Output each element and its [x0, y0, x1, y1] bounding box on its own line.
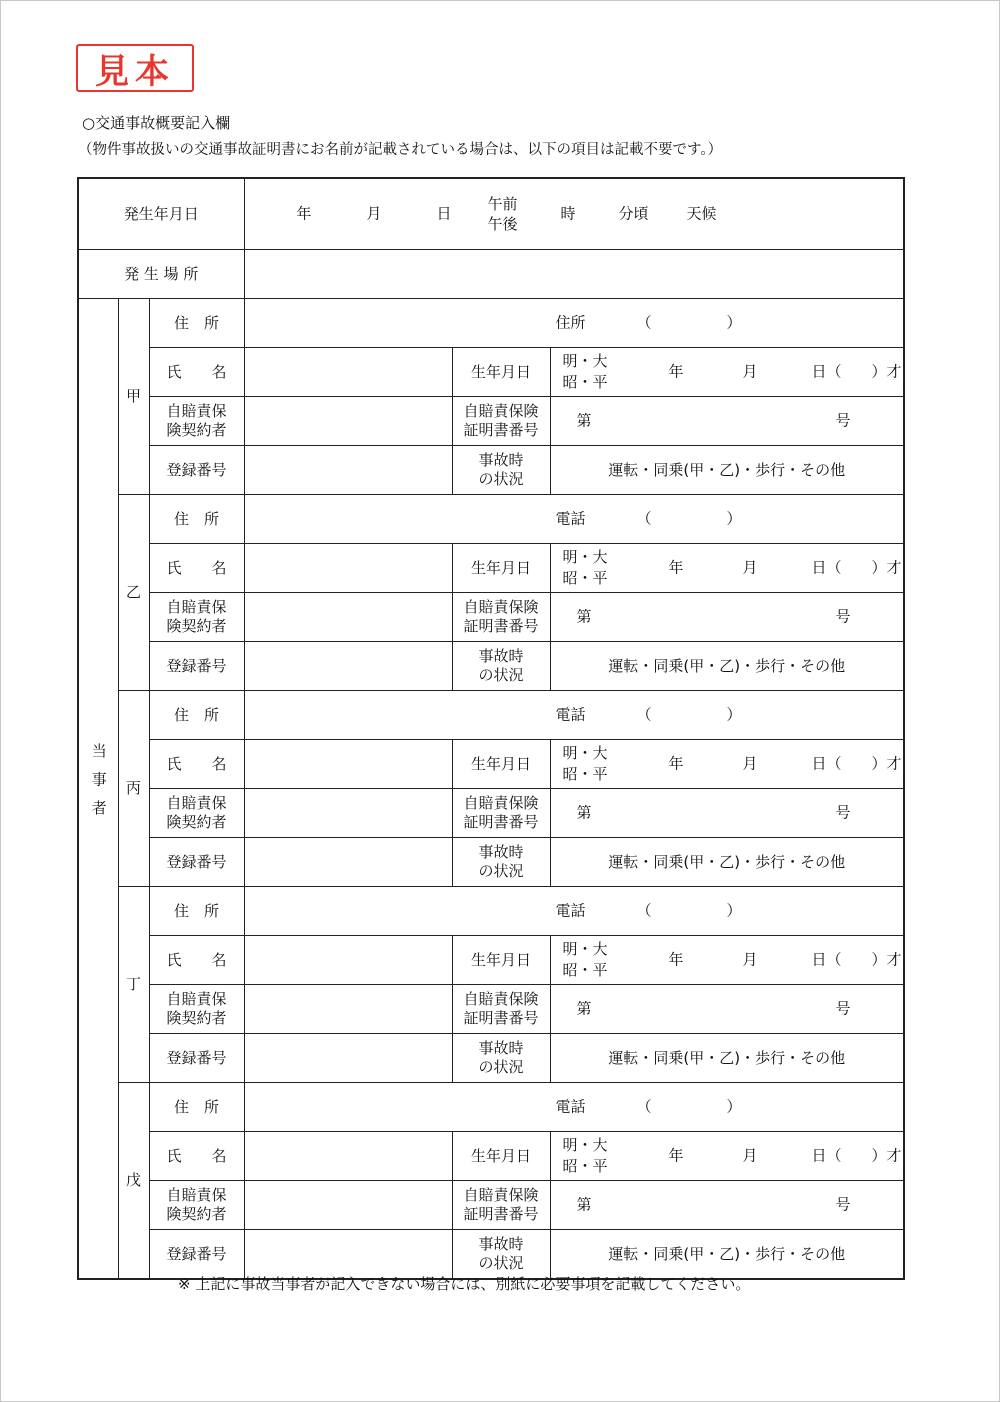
registration-label: 登録番号 [149, 838, 244, 887]
birth-month-unit: 月 [742, 950, 758, 969]
party-label: 戊 [118, 1083, 149, 1280]
situation-options[interactable]: 運転・同乗(甲・乙)・歩行・その他 [550, 1034, 904, 1083]
birth-year-unit: 年 [668, 1146, 684, 1165]
pm-label: 午後 [487, 215, 518, 233]
birth-day-age-unit: 日（ ）才 [811, 558, 902, 577]
party-name-row [78, 544, 904, 593]
era-bottom: 昭・平 [562, 765, 608, 783]
era-top: 明・大 [562, 940, 608, 958]
era-bottom: 昭・平 [562, 569, 608, 587]
occurrence-date-row [78, 178, 904, 250]
birth-input[interactable] [550, 740, 904, 789]
era-top: 明・大 [562, 1136, 608, 1154]
party-registration-row [78, 1034, 904, 1083]
day-unit: 日 [436, 204, 452, 223]
sample-stamp: 見本 [76, 44, 194, 92]
era-top: 明・大 [562, 352, 608, 370]
era-bottom: 昭・平 [562, 961, 608, 979]
era-top: 明・大 [562, 744, 608, 762]
insured-label: 自賠責保 険契約者 [149, 593, 244, 642]
birth-month-unit: 月 [742, 754, 758, 773]
birth-month-unit: 月 [742, 1146, 758, 1165]
birth-month-unit: 月 [742, 362, 758, 381]
address-input[interactable] [244, 1083, 904, 1132]
situation-label: 事故時 の状況 [452, 838, 550, 887]
registration-input[interactable] [244, 642, 452, 691]
number-prefix: 第 [576, 607, 592, 626]
party-label: 丙 [118, 691, 149, 887]
insured-input[interactable] [244, 1181, 452, 1230]
party-label: 甲 [118, 299, 149, 495]
registration-input[interactable] [244, 1230, 452, 1280]
birth-label: 生年月日 [452, 740, 550, 789]
birth-year-unit: 年 [668, 950, 684, 969]
address-input[interactable] [244, 299, 904, 348]
registration-input[interactable] [244, 446, 452, 495]
contact-label: 電話 [555, 1097, 586, 1116]
insured-label: 自賠責保 険契約者 [149, 985, 244, 1034]
minute-unit: 分頃 [618, 204, 649, 223]
party-insurance-row [78, 397, 904, 446]
birth-label: 生年月日 [452, 348, 550, 397]
month-unit: 月 [366, 204, 382, 223]
situation-options[interactable]: 運転・同乗(甲・乙)・歩行・その他 [550, 1230, 904, 1280]
certificate-input[interactable] [550, 789, 904, 838]
accident-summary-table [77, 177, 905, 1280]
birth-label: 生年月日 [452, 1132, 550, 1181]
era-top: 明・大 [562, 548, 608, 566]
name-label: 氏 名 [149, 544, 244, 593]
birth-year-unit: 年 [668, 558, 684, 577]
party-name-row [78, 740, 904, 789]
party-address-row [78, 299, 904, 348]
number-prefix: 第 [576, 999, 592, 1018]
name-input[interactable] [244, 348, 452, 397]
situation-label: 事故時 の状況 [452, 446, 550, 495]
party-address-row [78, 1083, 904, 1132]
address-label: 住 所 [149, 1083, 244, 1132]
birth-year-unit: 年 [668, 754, 684, 773]
year-unit: 年 [296, 204, 312, 223]
birth-input[interactable] [550, 936, 904, 985]
contact-label: 住所 [555, 313, 586, 332]
birth-label: 生年月日 [452, 544, 550, 593]
era-bottom: 昭・平 [562, 373, 608, 391]
insured-input[interactable] [244, 593, 452, 642]
registration-input[interactable] [244, 838, 452, 887]
address-label: 住 所 [149, 299, 244, 348]
situation-label: 事故時 の状況 [452, 1230, 550, 1280]
contact-label: 電話 [555, 705, 586, 724]
party-label: 丁 [118, 887, 149, 1083]
am-pm-choice[interactable] [488, 194, 518, 234]
number-suffix: 号 [835, 803, 851, 822]
number-suffix: 号 [835, 411, 851, 430]
certificate-label: 自賠責保険 証明書番号 [452, 397, 550, 446]
registration-label: 登録番号 [149, 642, 244, 691]
form-subheading: （物件事故扱いの交通事故証明書にお名前が記載されている場合は、以下の項目は記載不要です。） [78, 142, 723, 158]
am-label: 午前 [487, 195, 518, 213]
birth-day-age-unit: 日（ ）才 [811, 1146, 902, 1165]
address-input[interactable] [244, 495, 904, 544]
insured-label: 自賠責保 険契約者 [149, 1181, 244, 1230]
place-label: 発 生 場 所 [78, 250, 244, 299]
registration-input[interactable] [244, 1034, 452, 1083]
address-label: 住 所 [149, 691, 244, 740]
party-address-row [78, 887, 904, 936]
birth-year-unit: 年 [668, 362, 684, 381]
situation-options[interactable]: 運転・同乗(甲・乙)・歩行・その他 [550, 446, 904, 495]
name-label: 氏 名 [149, 348, 244, 397]
name-label: 氏 名 [149, 740, 244, 789]
registration-label: 登録番号 [149, 446, 244, 495]
party-registration-row [78, 642, 904, 691]
situation-label: 事故時 の状況 [452, 1034, 550, 1083]
birth-input[interactable] [550, 348, 904, 397]
certificate-input[interactable] [550, 985, 904, 1034]
hour-unit: 時 [560, 204, 576, 223]
party-address-row [78, 495, 904, 544]
name-input[interactable] [244, 544, 452, 593]
name-label: 氏 名 [149, 936, 244, 985]
party-name-row [78, 1132, 904, 1181]
name-input[interactable] [244, 1132, 452, 1181]
party-registration-row [78, 446, 904, 495]
party-name-row [78, 348, 904, 397]
number-prefix: 第 [576, 1195, 592, 1214]
contact-paren: （ ） [636, 901, 742, 920]
party-label: 乙 [118, 495, 149, 691]
certificate-input[interactable] [550, 1181, 904, 1230]
name-input[interactable] [244, 936, 452, 985]
address-input[interactable] [244, 691, 904, 740]
contact-label: 電話 [555, 901, 586, 920]
party-insurance-row [78, 1181, 904, 1230]
certificate-label: 自賠責保険 証明書番号 [452, 1181, 550, 1230]
birth-input[interactable] [550, 544, 904, 593]
certificate-label: 自賠責保険 証明書番号 [452, 985, 550, 1034]
insured-label: 自賠責保 険契約者 [149, 789, 244, 838]
contact-paren: （ ） [636, 313, 742, 332]
contact-paren: （ ） [636, 705, 742, 724]
occurrence-place-row [78, 250, 904, 299]
form-heading: ○交通事故概要記入欄 [82, 114, 231, 132]
number-suffix: 号 [835, 607, 851, 626]
party-insurance-row [78, 789, 904, 838]
number-suffix: 号 [835, 1195, 851, 1214]
address-input[interactable] [244, 887, 904, 936]
registration-label: 登録番号 [149, 1034, 244, 1083]
name-input[interactable] [244, 740, 452, 789]
birth-day-age-unit: 日（ ）才 [811, 754, 902, 773]
party-name-row [78, 936, 904, 985]
number-suffix: 号 [835, 999, 851, 1018]
name-label: 氏 名 [149, 1132, 244, 1181]
insured-label: 自賠責保 険契約者 [149, 397, 244, 446]
parties-label: 当事者 [89, 743, 108, 829]
date-label: 発生年月日 [78, 178, 244, 250]
contact-paren: （ ） [636, 1097, 742, 1116]
party-insurance-row [78, 593, 904, 642]
insured-input[interactable] [244, 985, 452, 1034]
weather-label: 天候 [686, 204, 717, 223]
era-bottom: 昭・平 [562, 1157, 608, 1175]
contact-label: 電話 [555, 509, 586, 528]
birth-day-age-unit: 日（ ）才 [811, 950, 902, 969]
insured-input[interactable] [244, 789, 452, 838]
place-input[interactable] [244, 250, 904, 299]
certificate-input[interactable] [550, 397, 904, 446]
era-choice[interactable] [563, 547, 608, 589]
situation-options[interactable]: 運転・同乗(甲・乙)・歩行・その他 [550, 838, 904, 887]
certificate-input[interactable] [550, 593, 904, 642]
birth-label: 生年月日 [452, 936, 550, 985]
era-choice[interactable] [563, 351, 608, 393]
certificate-label: 自賠責保険 証明書番号 [452, 593, 550, 642]
era-choice[interactable] [563, 1135, 608, 1177]
party-registration-row [78, 838, 904, 887]
birth-month-unit: 月 [742, 558, 758, 577]
situation-options[interactable]: 運転・同乗(甲・乙)・歩行・その他 [550, 642, 904, 691]
era-choice[interactable] [563, 743, 608, 785]
birth-input[interactable] [550, 1132, 904, 1181]
registration-label: 登録番号 [149, 1230, 244, 1280]
situation-label: 事故時 の状況 [452, 642, 550, 691]
era-choice[interactable] [563, 939, 608, 981]
birth-day-age-unit: 日（ ）才 [811, 362, 902, 381]
certificate-label: 自賠責保険 証明書番号 [452, 789, 550, 838]
address-label: 住 所 [149, 495, 244, 544]
party-address-row [78, 691, 904, 740]
address-label: 住 所 [149, 887, 244, 936]
parties-label-cell [78, 299, 118, 1280]
contact-paren: （ ） [636, 509, 742, 528]
insured-input[interactable] [244, 397, 452, 446]
footnote: ※ 上記に事故当事者が記入できない場合には、別紙に必要事項を記載してください。 [178, 1275, 751, 1293]
party-registration-row [78, 1230, 904, 1280]
date-input-cell[interactable] [244, 178, 904, 250]
number-prefix: 第 [576, 803, 592, 822]
number-prefix: 第 [576, 411, 592, 430]
party-insurance-row [78, 985, 904, 1034]
